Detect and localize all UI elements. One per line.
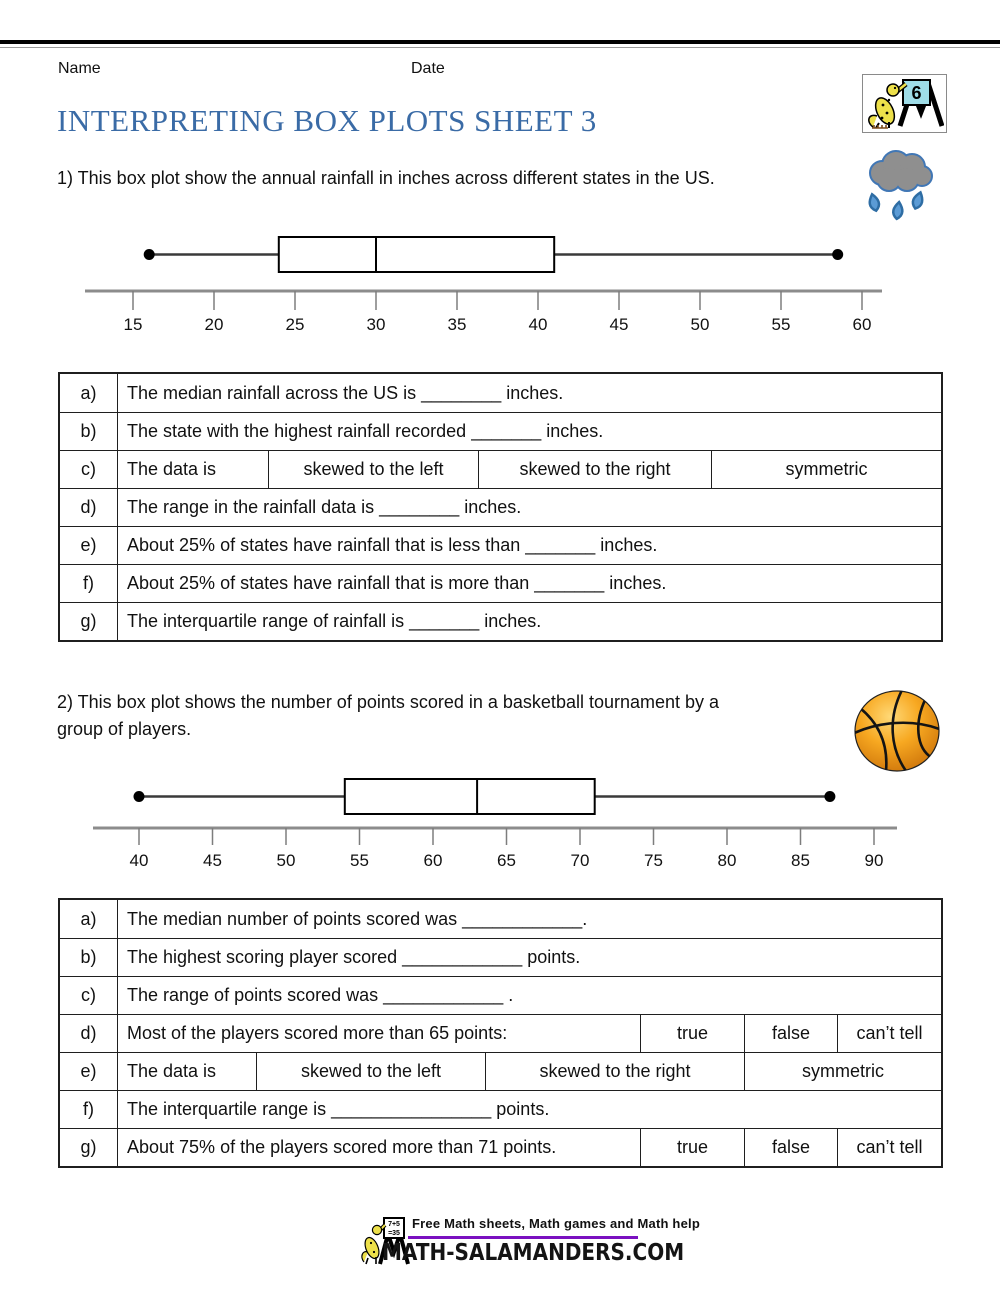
tick-label: 40 — [528, 315, 548, 334]
stool — [872, 125, 888, 128]
option-cell: can’t tell — [837, 1015, 941, 1052]
tick-label: 25 — [285, 315, 305, 334]
table-row — [60, 938, 941, 976]
boxplot-svg — [0, 225, 1000, 345]
salamander-spot — [881, 117, 884, 120]
rain-cloud-icon — [858, 146, 940, 222]
tick-label: 80 — [717, 851, 737, 870]
row-letter: d) — [60, 1015, 118, 1052]
question-2-text — [57, 689, 877, 743]
table-row — [60, 602, 941, 640]
tick-label: 45 — [203, 851, 222, 870]
row-letter: e) — [60, 527, 118, 564]
question-cell: The highest scoring player scored ____________ points. — [127, 947, 581, 967]
option-cell: skewed to the left — [256, 1053, 485, 1090]
question-2-line1: 2) This box plot shows the number of points scored in a basketball tournament by a — [57, 692, 720, 712]
row-letter: f) — [60, 565, 118, 602]
table-row — [60, 1052, 941, 1090]
row-letter: a) — [60, 374, 118, 412]
row-letter: c) — [60, 451, 118, 488]
row-letter: f) — [60, 1091, 118, 1128]
table-row — [60, 1014, 941, 1052]
tick-label: 35 — [447, 315, 467, 334]
question-cell: About 25% of states have rainfall that is more than _______ inches. — [127, 573, 667, 593]
option-cell: skewed to the left — [268, 451, 478, 488]
tick-label: 15 — [123, 315, 143, 334]
max-dot — [832, 249, 843, 260]
table-row — [60, 976, 941, 1014]
question-cell: The data is — [127, 1061, 217, 1081]
tick-label: 20 — [204, 315, 224, 334]
salamander-body — [872, 95, 898, 127]
option-cell: true — [640, 1015, 744, 1052]
table-row — [60, 488, 941, 526]
row-letter: b) — [60, 413, 118, 450]
iqr-box — [279, 237, 554, 272]
table-row — [60, 526, 941, 564]
min-dot — [134, 791, 145, 802]
page-title: INTERPRETING BOX PLOTS SHEET 3 — [57, 103, 597, 138]
top-rule-thin — [0, 47, 1000, 48]
question-cell: The data is — [127, 459, 217, 479]
option-cell: skewed to the right — [485, 1053, 744, 1090]
question-cell: The range in the rainfall data is ________ inches. — [127, 497, 522, 517]
row-letter: g) — [60, 603, 118, 640]
row-letter: d) — [60, 489, 118, 526]
raindrops — [868, 191, 925, 220]
question-cell: The state with the highest rainfall recorded _______ inches. — [127, 421, 604, 441]
worksheet-table-1 — [58, 372, 943, 642]
row-letter: e) — [60, 1053, 118, 1090]
row-letter: c) — [60, 977, 118, 1014]
salamander-eye — [894, 87, 896, 89]
badge-number: 6 — [911, 83, 922, 103]
boxplot-rainfall — [0, 225, 1000, 350]
salamander-head — [887, 84, 899, 96]
boxplot-basketball — [0, 765, 1000, 878]
min-dot — [144, 249, 155, 260]
tick-label: 45 — [609, 315, 629, 334]
tick-label: 55 — [350, 851, 369, 870]
max-dot — [824, 791, 835, 802]
footer-purple-rule — [408, 1236, 638, 1239]
iqr-box — [345, 779, 595, 814]
tick-label: 65 — [497, 851, 516, 870]
question-cell: The range of points scored was ____________ . — [127, 985, 514, 1005]
row-letter: b) — [60, 939, 118, 976]
option-cell: symmetric — [744, 1053, 941, 1090]
mini-card-line1: 7+5 — [388, 1221, 400, 1228]
salamander-spot — [886, 112, 889, 115]
question-1-text: 1) This box plot show the annual rainfall in inches across different states in the US. — [57, 168, 715, 188]
tick-label: 75 — [644, 851, 663, 870]
tick-label: 30 — [366, 315, 386, 334]
question-cell: Most of the players scored more than 65 points: — [127, 1023, 508, 1043]
tick-label: 55 — [771, 315, 791, 334]
question-cell: The median number of points scored was ____________. — [127, 908, 588, 929]
basketball-icon — [852, 690, 942, 772]
tick-label: 60 — [852, 315, 872, 334]
table-row — [60, 1090, 941, 1128]
option-cell: can’t tell — [837, 1129, 941, 1166]
salamander-tail — [869, 115, 877, 127]
tick-label: 50 — [276, 851, 296, 870]
date-label: Date — [411, 60, 445, 77]
boxplot-svg — [0, 765, 1000, 873]
question-cell: About 75% of the players scored more than 71 points. — [127, 1137, 557, 1157]
tick-label: 90 — [864, 851, 884, 870]
table-row — [60, 1128, 941, 1166]
option-cell: false — [744, 1015, 837, 1052]
footer-site-name: MATH-SALAMANDERS.COM — [382, 1240, 685, 1266]
option-cell: false — [744, 1129, 837, 1166]
table-row — [60, 564, 941, 602]
row-letter: a) — [60, 900, 118, 938]
option-cell: true — [640, 1129, 744, 1166]
table-row — [60, 412, 941, 450]
worksheet-table-2 — [58, 898, 943, 1168]
option-cell: symmetric — [711, 451, 941, 488]
table-row — [60, 900, 941, 938]
question-cell: The interquartile range of rainfall is _______ inches. — [127, 611, 542, 631]
salamander-spot — [882, 104, 885, 107]
option-cell: skewed to the right — [478, 451, 711, 488]
salamander-spot — [888, 99, 890, 101]
grade-badge — [862, 74, 947, 133]
tick-label: 60 — [423, 851, 443, 870]
row-letter: g) — [60, 1129, 118, 1166]
name-label: Name — [58, 60, 101, 77]
footer-tagline: Free Math sheets, Math games and Math help — [412, 1216, 700, 1231]
table-row — [60, 374, 941, 412]
tick-label: 40 — [129, 851, 149, 870]
question-cell: The median rainfall across the US is ________ inches. — [127, 382, 564, 403]
tick-label: 50 — [690, 315, 710, 334]
tick-label: 70 — [570, 851, 590, 870]
question-cell: The interquartile range is ________________ points. — [127, 1099, 550, 1119]
table-row — [60, 450, 941, 488]
question-cell: About 25% of states have rainfall that is less than _______ inches. — [127, 535, 658, 555]
question-2-line2: group of players. — [57, 719, 192, 739]
mini-card-line2: =35 — [388, 1230, 400, 1237]
top-rule — [0, 40, 1000, 44]
salamander-grade-icon — [863, 75, 944, 130]
tick-label: 85 — [791, 851, 810, 870]
